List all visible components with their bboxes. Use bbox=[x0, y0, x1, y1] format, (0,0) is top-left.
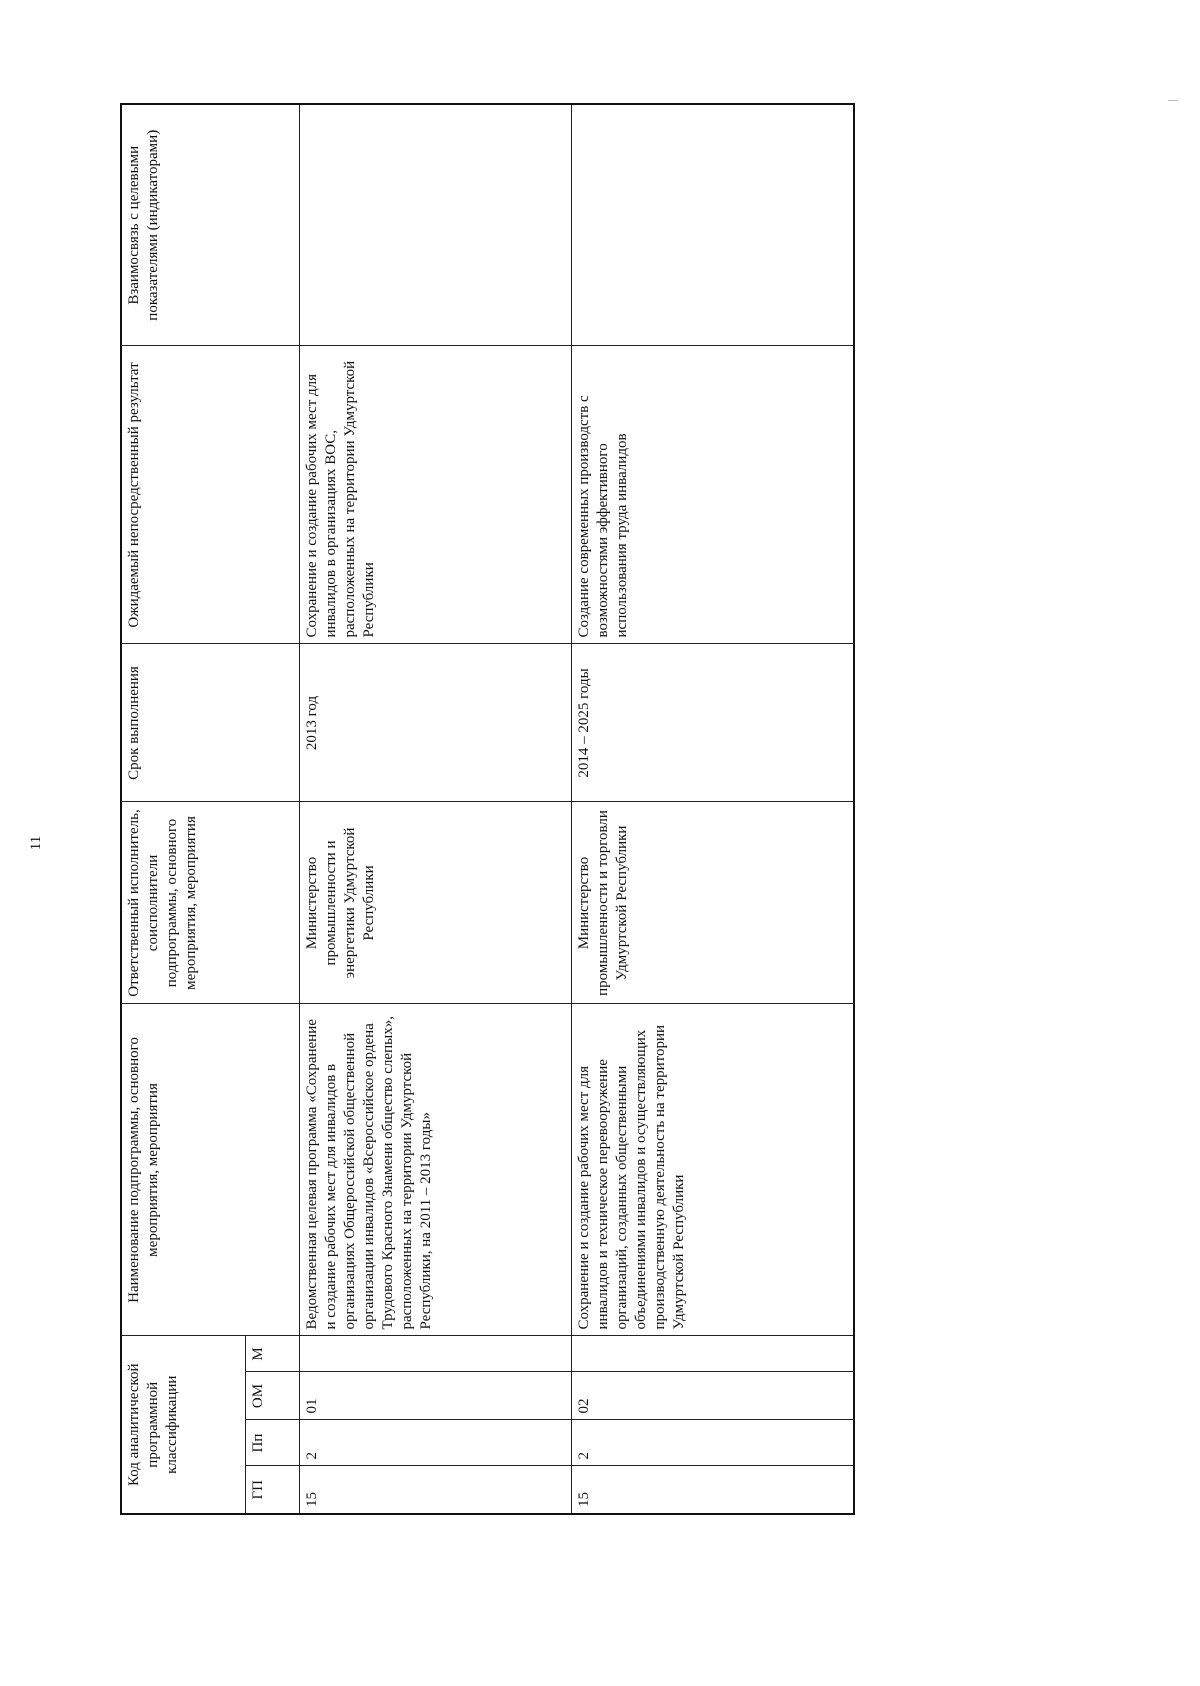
cell-term: 2014 – 2025 годы bbox=[571, 644, 854, 802]
cell-om: 02 bbox=[571, 1372, 854, 1420]
program-table bbox=[120, 103, 855, 1515]
header-m: М bbox=[245, 1336, 299, 1372]
cell-name: Сохранение и создание рабочих мест для инвалидов и техническое перевооружение организаций, созданных общественными объединениями инвалидов и осуществляющих производственную деятельность на территории Удмуртской Республики bbox=[571, 1004, 854, 1336]
cell-name: Ведомственная целевая программа «Сохранение и создание рабочих мест для инвалидов в организациях Общероссийской общественной организации инвалидов «Всероссийское ордена Трудового Красного Знамени общество слепых», расположенных на территории Удмуртской Республики, на 2011 – 2013 годы» bbox=[299, 1004, 571, 1336]
table-header-row bbox=[121, 104, 245, 1514]
cell-om: 01 bbox=[299, 1372, 571, 1420]
cell-term: 2013 год bbox=[299, 644, 571, 802]
cell-gp: 15 bbox=[571, 1466, 854, 1514]
cell-link bbox=[299, 104, 571, 346]
header-code-group: Код аналитической программной классификации bbox=[121, 1336, 245, 1514]
cell-m bbox=[571, 1336, 854, 1372]
cell-pp: 2 bbox=[299, 1420, 571, 1466]
table-row bbox=[299, 104, 571, 1514]
header-responsible: Ответственный исполнитель, соисполнители подпрограммы, основного мероприятия, мероприятия bbox=[121, 802, 299, 1004]
cell-result: Сохранение и создание рабочих мест для инвалидов в организациях ВОС, расположенных на территории Удмуртской Республики bbox=[299, 346, 571, 644]
cell-link bbox=[571, 104, 854, 346]
header-om: ОМ bbox=[245, 1372, 299, 1420]
cell-responsible: Министерство промышленности и торговли Удмуртской Республики bbox=[571, 802, 854, 1004]
cell-responsible: Министерство промышленности и энергетики Удмуртской Республики bbox=[299, 802, 571, 1004]
cell-gp: 15 bbox=[299, 1466, 571, 1514]
cell-result: Создание современных производств с возможностями эффективного использования труда инвалидов bbox=[571, 346, 854, 644]
cell-m bbox=[299, 1336, 571, 1372]
cell-pp: 2 bbox=[571, 1420, 854, 1466]
rotated-table-container bbox=[120, 105, 855, 1515]
page-number: 11 bbox=[28, 835, 44, 851]
header-result: Ожидаемый непосредственный результат bbox=[121, 346, 299, 644]
header-pp: Пп bbox=[245, 1420, 299, 1466]
header-name: Наименование подпрограммы, основного мероприятия, мероприятия bbox=[121, 1004, 299, 1336]
table-row bbox=[571, 104, 854, 1514]
header-term: Срок выполнения bbox=[121, 644, 299, 802]
header-link: Взаимосвязь с целевыми показателями (индикаторами) bbox=[121, 104, 299, 346]
scan-mark bbox=[1168, 100, 1178, 101]
header-gp: ГП bbox=[245, 1466, 299, 1514]
